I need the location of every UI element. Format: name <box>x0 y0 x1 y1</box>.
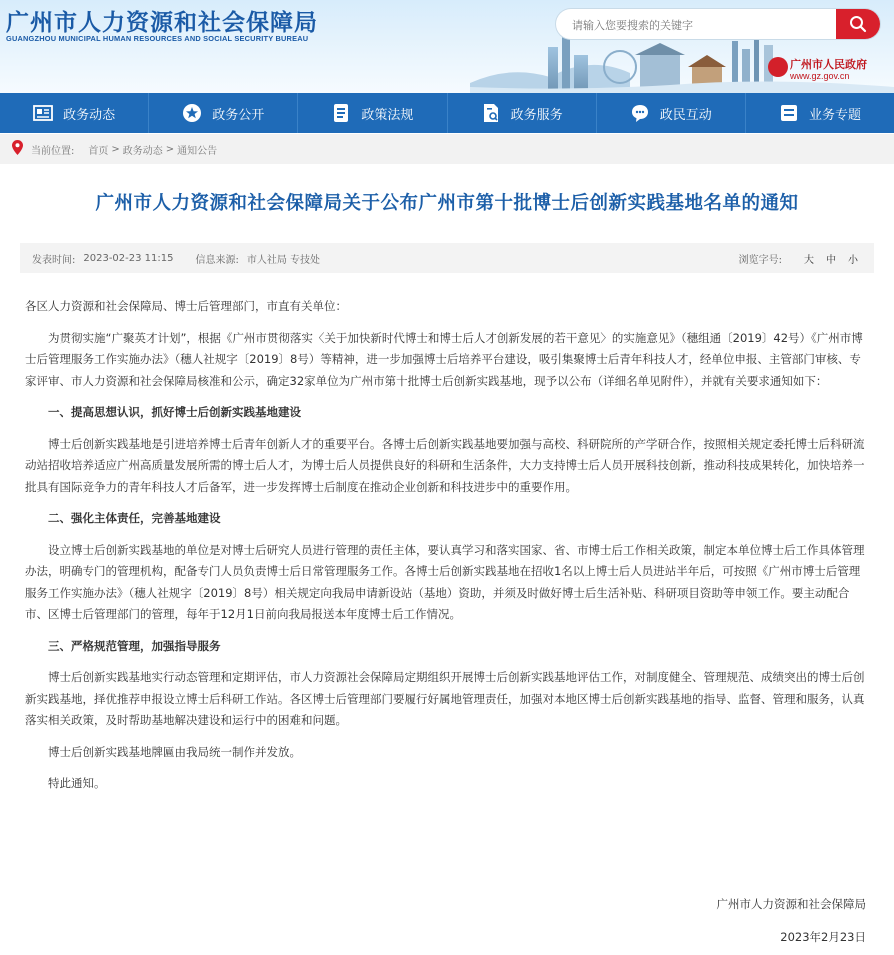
breadcrumb <box>0 134 894 164</box>
section-heading-2: 二、强化主体责任，完善基地建设 <box>48 511 221 525</box>
site-subtitle: GUANGZHOU MUNICIPAL HUMAN RESOURCES AND SOCIAL SECURITY BUREAU <box>6 34 309 43</box>
star-icon <box>182 103 202 123</box>
document-icon <box>331 103 351 123</box>
paragraph-section-3: 博士后创新实践基地实行动态管理和定期评估，市人力资源社会保障局定期组织开展博士后创新实践基地评估工作，对制度健全、管理规范、成绩突出的博士后创新实践基地，择优推荐申报设立博士后科研工作站。各区博士后管理部门要履行好属地管理责任，加强对本地区博士后创新实践基地的指导、监督、管理和服务，认真落实相关政策，及时帮助基地解决建设和运行中的困难和问题。 <box>25 670 865 727</box>
gov-emblem-icon <box>768 57 788 77</box>
nav-item-public[interactable] <box>149 93 298 133</box>
font-size-large[interactable]: 大 <box>804 254 814 266</box>
nav-item-news[interactable] <box>0 93 149 133</box>
article-title: 广州市人力资源和社会保障局关于公布广州市第十批博士后创新实践基地名单的通知 <box>95 193 799 214</box>
signature-organization: 广州市人力资源和社会保障局 <box>716 897 866 911</box>
breadcrumb-label: 当前位置: <box>31 145 75 157</box>
signature-date: 2023年2月23日 <box>780 930 866 944</box>
breadcrumb-separator: > <box>165 143 175 155</box>
paragraph-plaque: 博士后创新实践基地牌匾由我局统一制作并发放。 <box>48 744 301 759</box>
nav-item-policy[interactable] <box>298 93 447 133</box>
section-heading-3: 三、严格规范管理，加强指导服务 <box>48 638 221 653</box>
breadcrumb-notices[interactable]: 通知公告 <box>177 145 218 157</box>
paragraph-intro: 为贯彻实施“广聚英才计划”，根据《广州市贯彻落实〈关于加快新时代博士和博士后人才创新发展的若干意见〉的实施意见》（穗组通〔2019〕42号）《广州市博士后管理服务工作实施办法》（穗人社规字〔2019〕8号）等精神，进一步加强博士后培养平台建设，吸引集聚博士后青年科技人才，经单位申报、主管部门审核、专家评审、市人力资源和社会保障局核准和公示，确定32家单位为广州市第十批博士后创新实践基地，现予以公布（详细名单见附件），并就有关要求通知如下： <box>25 330 863 388</box>
font-size-label: 浏览字号: <box>738 254 782 266</box>
section-heading-1: 一、提高思想认识，抓好博士后创新实践基地建设 <box>48 405 301 419</box>
font-size-medium[interactable]: 中 <box>826 254 836 266</box>
source-value: 市人社局 专技处 <box>246 254 321 266</box>
nav-label: 政务服务 <box>510 107 563 123</box>
source-label: 信息来源: <box>195 254 239 266</box>
nav-label: 政民互动 <box>659 107 712 123</box>
nav-item-topics[interactable] <box>746 93 894 133</box>
nav-item-service[interactable] <box>448 93 597 133</box>
chat-icon <box>630 103 650 123</box>
nav-label: 业务专题 <box>808 107 861 123</box>
greeting: 各区人力资源和社会保障局、博士后管理部门，市直有关单位： <box>25 299 347 313</box>
gov-name[interactable]: 广州市人民政府 <box>790 58 867 71</box>
nav-item-interaction[interactable] <box>597 93 746 133</box>
breadcrumb-news[interactable]: 政务动态 <box>122 145 163 157</box>
paragraph-section-1: 博士后创新实践基地是引进培养博士后青年创新人才的重要平台。各博士后创新实践基地要加强与高校、科研院所的产学研合作，按照相关规定委托博士后科研流动站招收培养适应广州高质量发展所需的博士后人才，为博士后人员提供良好的科研和生活条件，大力支持博士后人员开展科技创新，推动科技成果转化，加快培养一批具有国际竞争力的青年科技人才后备军，进一步发挥博士后制度在推动企业创新和科技进步中的重要作用。 <box>25 436 865 494</box>
font-size-controls <box>739 251 858 266</box>
nav-label: 政策法规 <box>361 107 414 123</box>
site-header <box>0 0 894 93</box>
service-icon <box>481 103 501 123</box>
publish-time: 2023-02-23 11:15 <box>83 252 174 264</box>
article-meta <box>20 243 874 273</box>
search-input[interactable] <box>570 9 834 41</box>
main-nav <box>0 93 894 133</box>
nav-label: 政务动态 <box>63 107 116 123</box>
search-box <box>556 9 880 39</box>
publish-label: 发表时间: <box>32 254 76 266</box>
list-icon <box>779 103 799 123</box>
search-button[interactable] <box>836 9 880 39</box>
paragraph-section-2: 设立博士后创新实践基地的单位是对博士后研究人员进行管理的责任主体，要认真学习和落实国家、省、市博士后工作相关政策，制定本单位博士后工作具体管理办法，明确专门的管理机构，配备专门人员负责博士后日常管理服务工作。各博士后创新实践基地在招收1名以上博士后人员进站半年后，可按照《广州市博士后管理服务工作实施办法》（穗人社规字〔2019〕8号）相关规定向我局申请新设站（基地）资助，并须及时做好博士后生活补贴、科研项目资助等申领工作。要主动配合市、区博士后管理部门的管理，每年于12月1日前向我局报送本年度博士后工作情况。 <box>25 542 865 621</box>
breadcrumb-home[interactable]: 首页 <box>88 145 109 157</box>
nav-label: 政务公开 <box>212 107 265 123</box>
paragraph-closing: 特此通知。 <box>48 776 106 790</box>
location-pin-icon <box>12 140 23 158</box>
article-body <box>25 296 868 795</box>
site-title: 广州市人力资源和社会保障局 <box>6 10 318 36</box>
gov-url[interactable]: www.gz.gov.cn <box>790 71 850 81</box>
font-size-small[interactable]: 小 <box>848 254 858 266</box>
news-icon <box>33 103 53 123</box>
search-icon <box>849 15 867 33</box>
breadcrumb-separator: > <box>111 143 120 155</box>
